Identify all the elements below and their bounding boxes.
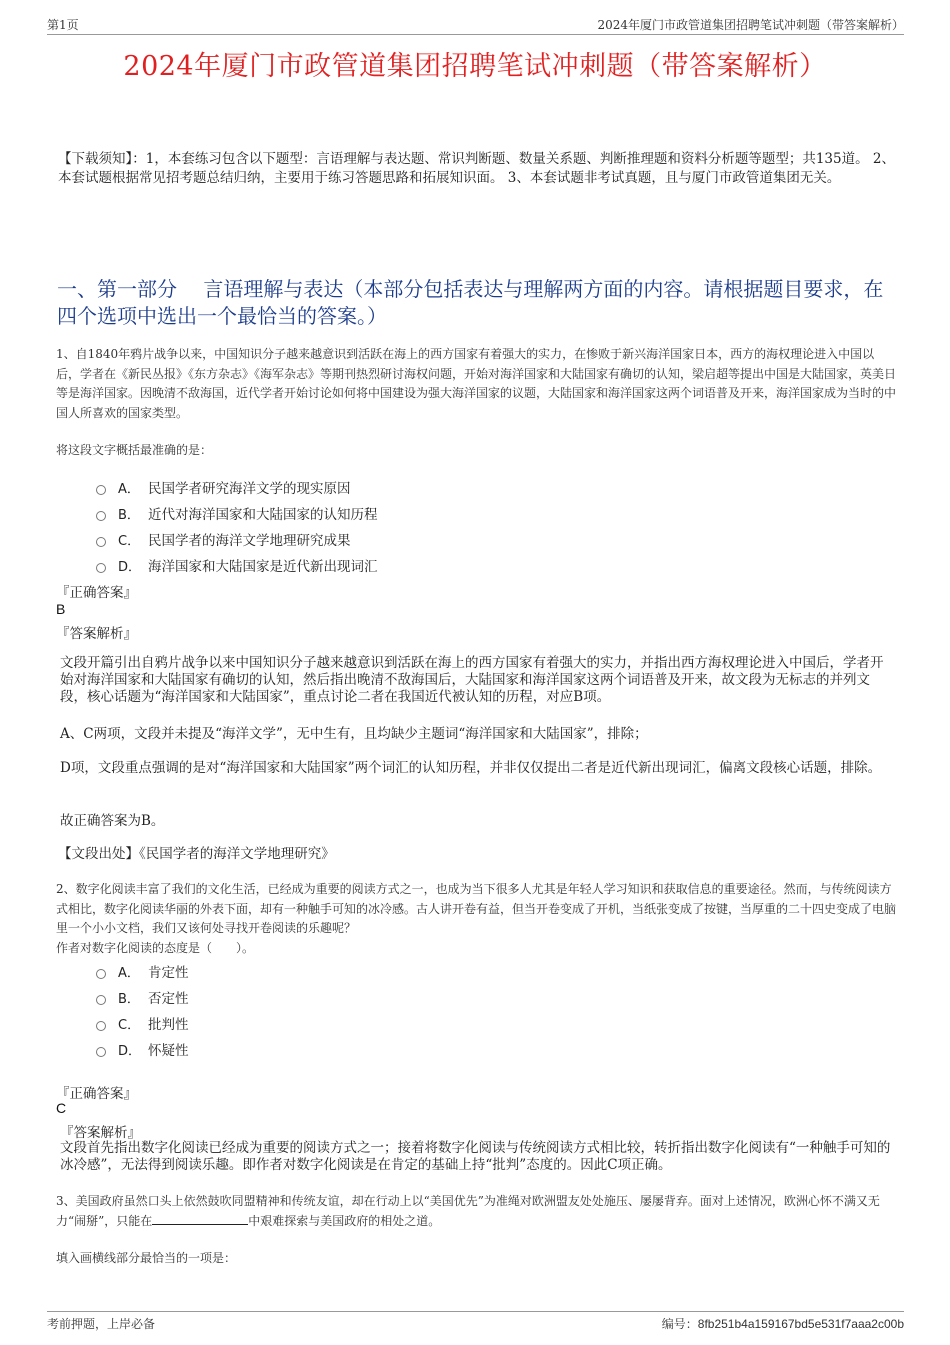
option-letter: A． <box>118 481 140 497</box>
code-label: 编号： <box>661 1317 698 1331</box>
q1-explanation-1: 文段开篇引出自鸦片战争以来中国知识分子越来越意识到活跃在海上的西方国家有着强大的实力，并指出西方海权理论进入中国后，学者开始对海洋国家和大陆国家有确切的认知，然后指出晚清不敌海国后，大陆国家和海洋国家这两个词语普及开来，故文段为无标志的并列文段，核心话题为“海洋国家和大陆国家”，重点讨论二者在我国近代被认知的历程，对应B项。 <box>60 655 884 705</box>
option-text: 肯定性 <box>148 965 189 981</box>
fill-blank <box>152 1212 248 1225</box>
radio-icon[interactable] <box>96 485 106 495</box>
q2-option-a[interactable] <box>96 958 796 984</box>
q1-answer-label: 『正确答案』 <box>56 585 137 601</box>
option-text: 民国学者研究海洋文学的现实原因 <box>148 481 351 497</box>
option-text: 否定性 <box>148 991 189 1007</box>
q1-prompt: 将这段文字概括最准确的是： <box>56 443 213 457</box>
option-letter: C． <box>118 533 141 549</box>
q2-stem: 2、数字化阅读丰富了我们的文化生活，已经成为重要的阅读方式之一，也成为当下很多人尤其是年轻人学习知识和获取信息的重要途径。然而，与传统阅读方式相比，数字化阅读华丽的外表下面，却有一种触手可知的冰冷感。古人讲开卷有益，但当开卷变成了开机，当纸张变成了按键，当厚重的二十四史变成了电脑里一个小小文档，我们又该何处寻找开卷阅读的乐趣呢？ <box>56 882 897 935</box>
q1-explanation-2: A、C两项，文段并未提及“海洋文学”，无中生有，且均缺少主题词“海洋国家和大陆国家”，排除； <box>60 726 648 742</box>
q1-option-c[interactable] <box>96 526 796 552</box>
q1-option-b[interactable] <box>96 500 796 526</box>
section-heading: 一、第一部分 言语理解与表达（本部分包括表达与理解两方面的内容。请根据题目要求，在四个选项中选出一个最恰当的答案。） <box>57 277 884 328</box>
q1-options <box>96 474 796 578</box>
page-number: 第1页 <box>47 18 79 32</box>
q1-explanation-4: 故正确答案为B。 <box>60 813 165 829</box>
radio-icon[interactable] <box>96 995 106 1005</box>
q2-answer-label: 『正确答案』 <box>56 1086 137 1102</box>
q2-option-d[interactable] <box>96 1036 796 1062</box>
q2-answer: C <box>56 1100 67 1116</box>
q1-analysis-label: 『答案解析』 <box>56 626 137 642</box>
q2-explanation: 文段首先指出数字化阅读已经成为重要的阅读方式之一；接着将数字化阅读与传统阅读方式相比较，转折指出数字化阅读有“一种触手可知的冰冷感”，无法得到阅读乐趣。即作者对数字化阅读是在肯定的基础上持“批判”态度的。因此C项正确。 <box>60 1140 891 1173</box>
q2-option-c[interactable] <box>96 1010 796 1036</box>
header-doc-title: 2024年厦门市政管道集团招聘笔试冲刺题（带答案解析） <box>597 18 904 32</box>
q1-source: 【文段出处】《民国学者的海洋文学地理研究》 <box>58 846 335 862</box>
code-value: 8fb251b4a159167bd5e531f7aaa2c00b <box>697 1317 904 1331</box>
download-notice: 【下载须知】：1，本套练习包含以下题型：言语理解与表达题、常识判断题、数量关系题、判断推理题和资料分析题等题型；共135道。 2、本套试题根据常见招考题总结归纳，主要用于练习答题思路和拓展知识面。 3、本套试题非考试真题，且与厦门市政管道集团无关。 <box>58 151 895 186</box>
option-text: 民国学者的海洋文学地理研究成果 <box>148 533 351 549</box>
q3-stem <box>56 1192 898 1231</box>
q1-option-d[interactable] <box>96 552 796 578</box>
q1-stem: 1、自1840年鸦片战争以来，中国知识分子越来越意识到活跃在海上的西方国家有着强大的实力，在惨败于新兴海洋国家日本，西方的海权理论进入中国以后，学者在《新民丛报》《东方杂志》《海军杂志》等期刊热烈研讨海权问题，开始对海洋国家和大陆国家有确切的认知，梁启超等提出中国是大陆国家，英美日等是海洋国家。因晚清不敌海国，近代学者开始讨论如何将中国建设为强大海洋国家的议题，大陆国家和海洋国家这两个词语普及开来，海洋国家成为当时的中国人所喜欢的国家类型。 <box>56 347 897 420</box>
radio-icon[interactable] <box>96 1047 106 1057</box>
option-letter: B． <box>118 991 140 1007</box>
option-text: 海洋国家和大陆国家是近代新出现词汇 <box>148 559 378 575</box>
option-letter: D． <box>118 559 142 575</box>
radio-icon[interactable] <box>96 969 106 979</box>
q3-stem-part-2: 中艰难探索与美国政府的相处之道。 <box>248 1213 441 1228</box>
q1-explanation-3: D项，文段重点强调的是对“海洋国家和大陆国家”两个词汇的认知历程，并非仅仅提出二者是近代新出现词汇，偏离文段核心话题，排除。 <box>60 760 882 776</box>
option-text: 近代对海洋国家和大陆国家的认知历程 <box>148 507 378 523</box>
page-title: 2024年厦门市政管道集团招聘笔试冲刺题（带答案解析） <box>123 51 827 82</box>
option-letter: D． <box>118 1043 142 1059</box>
radio-icon[interactable] <box>96 511 106 521</box>
page-header <box>47 14 904 35</box>
q3-prompt: 填入画横线部分最恰当的一项是： <box>56 1251 237 1265</box>
q1-answer: B <box>56 601 66 617</box>
radio-icon[interactable] <box>96 1021 106 1031</box>
page-footer <box>47 1311 904 1332</box>
q1-option-a[interactable] <box>96 474 796 500</box>
option-letter: A． <box>118 965 140 981</box>
q2-option-b[interactable] <box>96 984 796 1010</box>
option-letter: B． <box>118 507 140 523</box>
footer-slogan: 考前押题，上岸必备 <box>47 1317 156 1331</box>
q2-analysis-label: 『答案解析』 <box>60 1125 141 1141</box>
radio-icon[interactable] <box>96 563 106 573</box>
q2-options <box>96 958 796 1062</box>
footer-code <box>662 1315 904 1332</box>
option-text: 批判性 <box>148 1017 189 1033</box>
option-text: 怀疑性 <box>148 1043 189 1059</box>
radio-icon[interactable] <box>96 537 106 547</box>
q2-prompt: 作者对数字化阅读的态度是（ ）。 <box>56 941 255 955</box>
q3-stem-part-1: 3、美国政府虽然口头上依然鼓吹同盟精神和传统友谊，却在行动上以“美国优先”为准绳对欧洲盟友处处施压、屡屡背弃。面对上述情况，欧洲心怀不满又无力“闹掰”，只能在 <box>56 1194 880 1228</box>
option-letter: C． <box>118 1017 141 1033</box>
